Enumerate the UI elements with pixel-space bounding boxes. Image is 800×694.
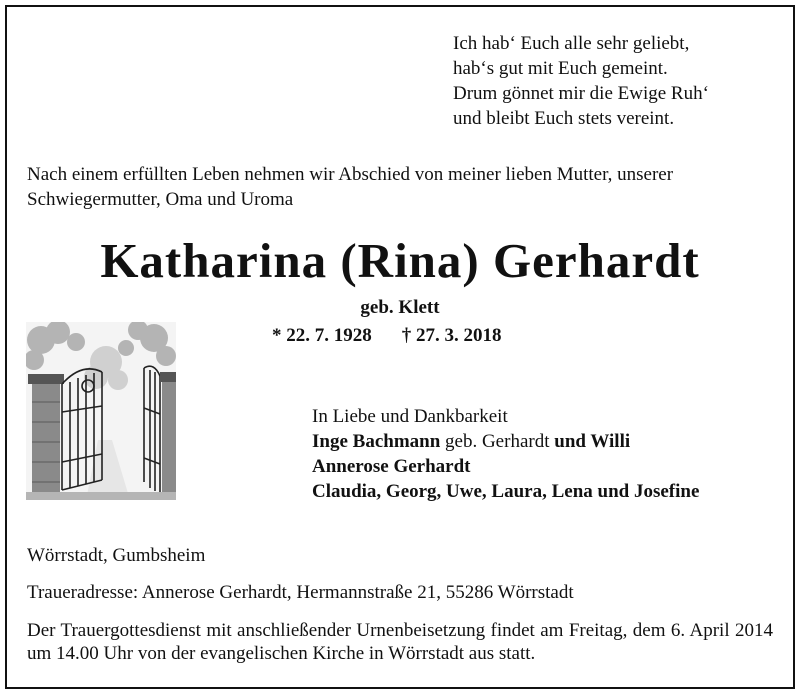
born-name: geb. Klett — [360, 297, 440, 318]
life-dates — [272, 325, 502, 347]
mourners-line: Annerose Gerhardt — [312, 456, 471, 477]
mourner-name: Inge Bachmann — [312, 431, 441, 452]
mourner-partner: und Willi — [554, 431, 631, 452]
mourners — [312, 404, 699, 504]
mourner-born-name: geb. Gerhardt — [440, 431, 555, 452]
mourning-address: Traueradresse: Annerose Gerhardt, Hermannstraße 21, 55286 Wörrstadt — [27, 582, 574, 603]
place-line: Wörrstadt, Gumbsheim — [27, 545, 206, 566]
birth-date: * 22. 7. 1928 — [272, 325, 372, 346]
poem-line: Drum gönnet mir die Ewige Ruh‘ — [453, 83, 709, 104]
mourners-heading: In Liebe und Dankbarkeit — [312, 406, 508, 427]
mourners-line — [312, 429, 699, 454]
poem — [453, 31, 709, 131]
death-date: † 27. 3. 2018 — [401, 325, 502, 346]
open-garden-gate-illustration — [26, 322, 176, 500]
poem-line: und bleibt Euch stets vereint. — [453, 108, 675, 129]
mourners-line: Claudia, Georg, Uwe, Laura, Lena und Josefine — [312, 481, 700, 502]
funeral-service-notice: Der Trauergottesdienst mit anschließender Urnenbeisetzung findet am Freitag, dem 6. April 2014 um 14.00 Uhr von der evangelischen Kirche in Wörrstadt aus statt. — [27, 620, 773, 664]
intro-text: Nach einem erfüllten Leben nehmen wir Abschied von meiner lieben Mutter, unserer Schwiegermutter, Oma und Uroma — [27, 164, 674, 210]
deceased-name: Katharina (Rina) Gerhardt — [100, 233, 700, 288]
poem-line: Ich hab‘ Euch alle sehr geliebt, — [453, 33, 690, 54]
poem-line: hab‘s gut mit Euch gemeint. — [453, 58, 668, 79]
